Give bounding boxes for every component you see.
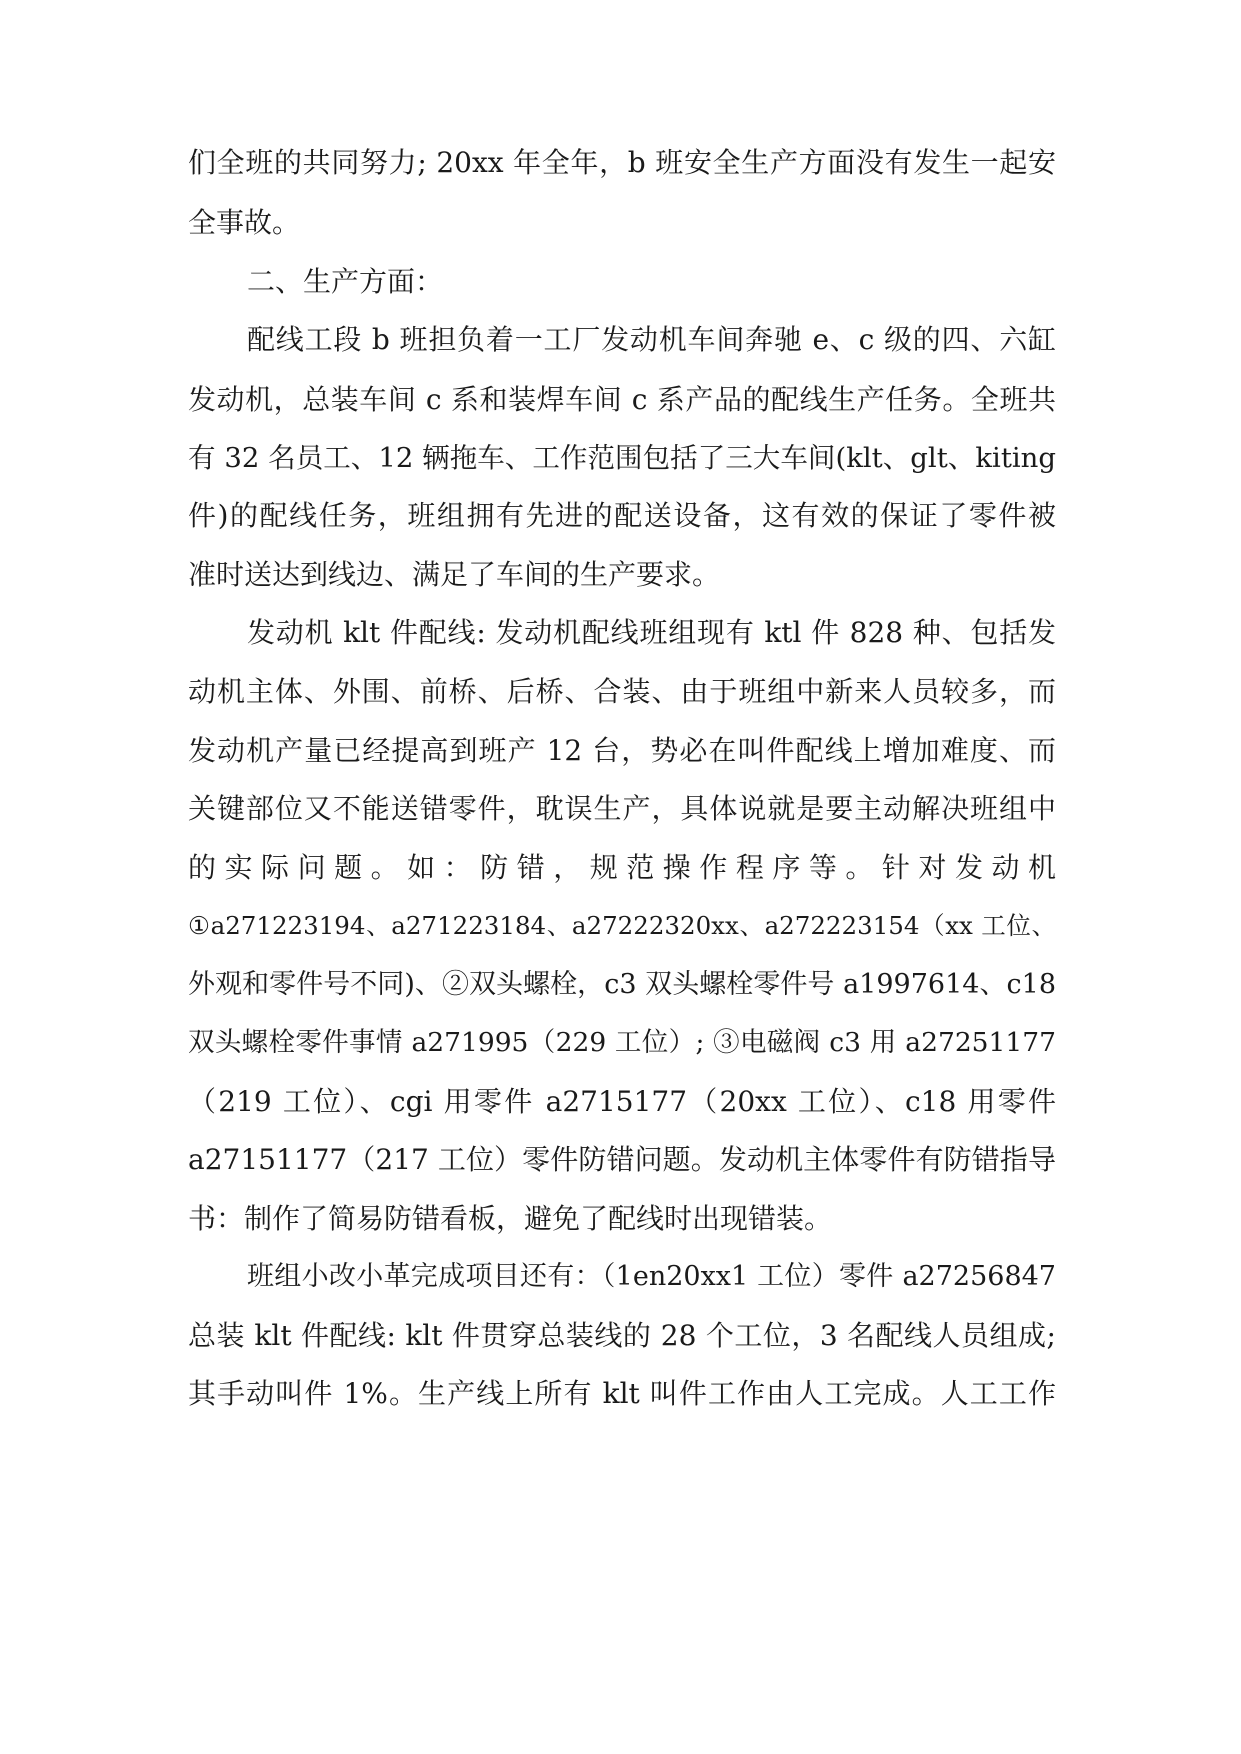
- text-line: 全事故。: [188, 206, 301, 239]
- text-line: 们全班的共同努力; 20xx 年全年，b 班安全生产方面没有发生一起安: [188, 146, 1056, 179]
- text-line: 发动机，总装车间 c 系和装焊车间 c 系产品的配线生产任务。全班共: [188, 383, 1056, 416]
- text-line: ①a271223194、a271223184、a27222320xx、a272223154（xx 工位、: [188, 911, 1056, 940]
- text-line: 准时送达到线边、满足了车间的生产要求。: [188, 558, 721, 591]
- text-line: 外观和零件号不同)、②双头螺栓，c3 双头螺栓零件号 a1997614、c18: [188, 969, 1056, 1000]
- text-line: 的实际问题。如：防错，规范操作程序等。针对发动机: [188, 851, 1056, 884]
- text-line: 双头螺栓零件事情 a271995（229 工位）; ③电磁阀 c3 用 a27251177: [188, 1027, 1056, 1058]
- text-line: a27151177（217 工位）零件防错问题。发动机主体零件有防错指导: [188, 1143, 1056, 1176]
- text-line: 关键部位又不能送错零件，耽误生产，具体说就是要主动解决班组中: [188, 792, 1056, 825]
- text-line: 总装 klt 件配线: klt 件贯穿总装线的 28 个工位，3 名配线人员组成;: [188, 1319, 1056, 1352]
- text-line: 动机主体、外围、前桥、后桥、合装、由于班组中新来人员较多，而: [188, 675, 1056, 708]
- text-line: 发动机产量已经提高到班产 12 台，势必在叫件配线上增加难度、而: [188, 734, 1056, 767]
- text-line: 书：制作了简易防错看板，避免了配线时出现错装。: [188, 1202, 833, 1235]
- text-line: （219 工位）、cgi 用零件 a2715177（20xx 工位）、c18 用零件: [188, 1085, 1056, 1118]
- text-line: 件)的配线任务，班组拥有先进的配送设备，这有效的保证了零件被: [188, 499, 1056, 532]
- text-line: 配线工段 b 班担负着一工厂发动机车间奔驰 e、c 级的四、六缸: [247, 323, 1056, 356]
- text-line: 发动机 klt 件配线: 发动机配线班组现有 ktl 件 828 种、包括发: [247, 616, 1056, 649]
- text-line: 班组小改小革完成项目还有：（1en20xx1 工位）零件 a27256847: [247, 1261, 1056, 1292]
- text-line: 有 32 名员工、12 辆拖车、工作范围包括了三大车间(klt、glt、kiting: [188, 442, 1056, 474]
- text-line: 其手动叫件 1%。生产线上所有 klt 叫件工作由人工完成。人工工作: [188, 1377, 1056, 1410]
- section-heading: 二、生产方面：: [247, 265, 444, 298]
